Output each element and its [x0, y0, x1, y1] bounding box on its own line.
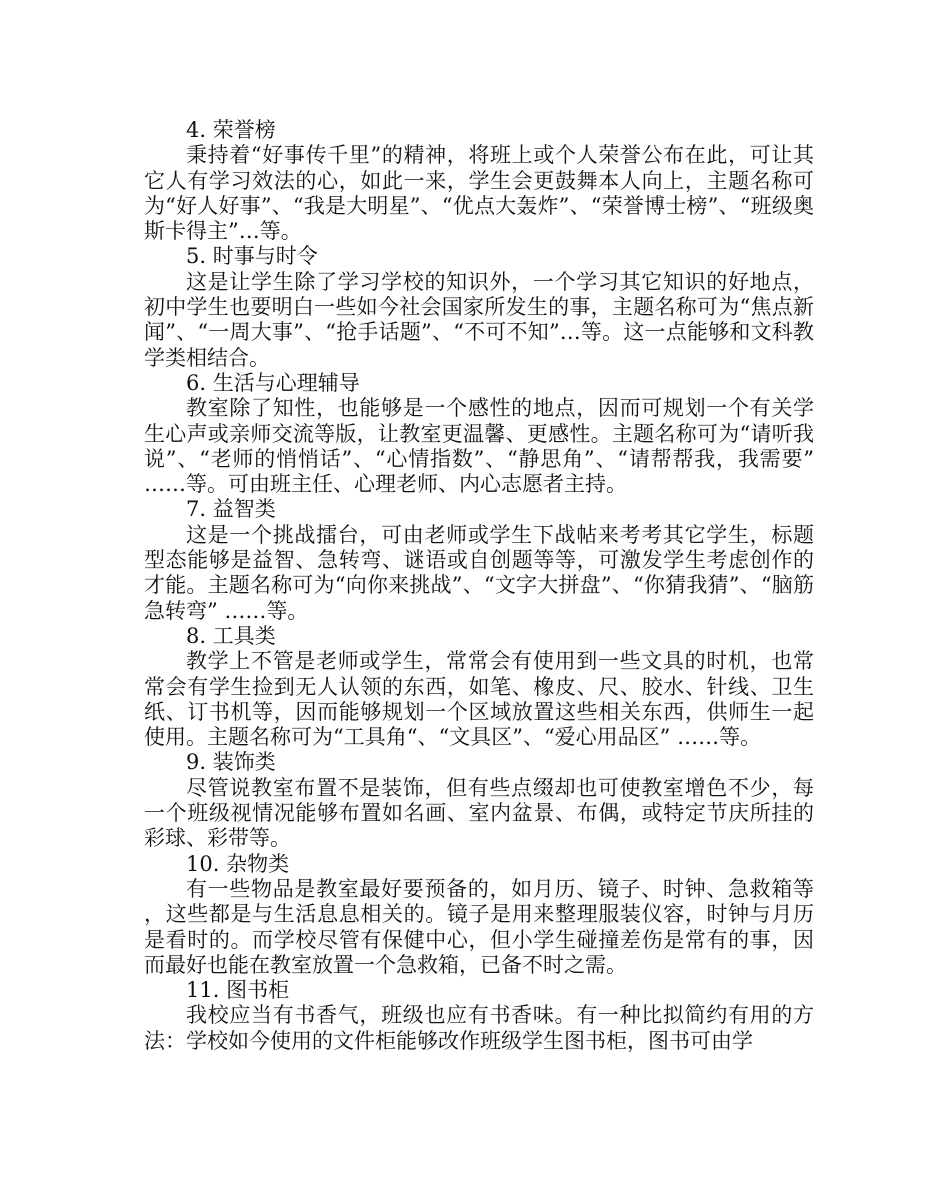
section-decoration: [144, 750, 814, 851]
section-honor-board: [144, 118, 814, 244]
section-paragraph: 教学上不管是老师或学生，常常会有使用到一些文具的时机，也常常会有学生捡到无人认领的东西，如笔、橡皮、尺、胶水、针线、卫生纸、订书机等，因而能够规划一个区域放置这些相关东西，供师生一起使用。主题名称可为“工具角“、“文具区”、“爱心用品区” ……等。: [144, 649, 814, 750]
section-current-affairs: [144, 244, 814, 370]
section-miscellaneous: [144, 852, 814, 978]
section-paragraph: 教室除了知性，也能够是一个感性的地点，因而可规划一个有关学生心声或亲师交流等版，让教室更温馨、更感性。主题名称可为“请听我说”、“老师的悄悄话”、“心情指数”、“静思角”、“请帮帮我，我需要” ……等。可由班主任、心理老师、内心志愿者主持。: [144, 396, 814, 497]
section-tools: [144, 624, 814, 750]
section-bookcase: [144, 978, 814, 1054]
section-heading: 7. 益智类: [186, 497, 276, 522]
section-heading: 10. 杂物类: [186, 851, 290, 876]
section-paragraph: 我校应当有书香气，班级也应有书香味。有一种比拟简约有用的方法：学校如今使用的文件柜能够改作班级学生图书柜，图书可由学: [144, 1003, 814, 1053]
section-paragraph: 尽管说教室布置不是装饰，但有些点缀却也可使教室增色不少，每一个班级视情况能够布置如名画、室内盆景、布偶，或特定节庆所挂的彩球、彩带等。: [144, 775, 814, 851]
section-heading: 6. 生活与心理辅导: [186, 370, 360, 395]
section-paragraph: 这是让学生除了学习学校的知识外，一个学习其它知识的好地点，初中学生也要明白一些如今社会国家所发生的事，主题名称可为“焦点新闻”、“一周大事”、“抢手话题”、“不可不知”…等。这一点能够和文科教学类相结合。: [144, 269, 814, 370]
section-heading: 9. 装饰类: [186, 750, 276, 775]
section-puzzle: [144, 497, 814, 623]
section-life-counseling: [144, 371, 814, 497]
section-heading: 4. 荣誉榜: [186, 118, 276, 142]
section-heading: 5. 时事与时令: [186, 244, 318, 269]
section-paragraph: 有一些物品是教室最好要预备的，如月历、镜子、时钟、急救箱等，这些都是与生活息息相关的。镜子是用来整理服装仪容，时钟与月历是看时的。而学校尽管有保健中心，但小学生碰撞差伤是常有的事，因而最好也能在教室放置一个急救箱，已备不时之需。: [144, 876, 814, 977]
document-body: [144, 118, 814, 1054]
section-heading: 8. 工具类: [186, 623, 276, 648]
section-paragraph: 这是一个挑战擂台，可由老师或学生下战帖来考考其它学生，标题型态能够是益智、急转弯、谜语或自创题等等，可激发学生考虑创作的才能。主题名称可为“向你来挑战”、“文字大拼盘”、“你猜我猜”、“脑筋急转弯” ……等。: [144, 522, 814, 623]
section-paragraph: 秉持着“好事传千里”的精神，将班上或个人荣誉公布在此，可让其它人有学习效法的心，如此一来，学生会更鼓舞本人向上，主题名称可为“好人好事”、“我是大明星”、“优点大轰炸”、“荣誉博士榜”、“班级奥斯卡得主”…等。: [144, 143, 814, 244]
section-heading: 11. 图书柜: [186, 978, 290, 1003]
